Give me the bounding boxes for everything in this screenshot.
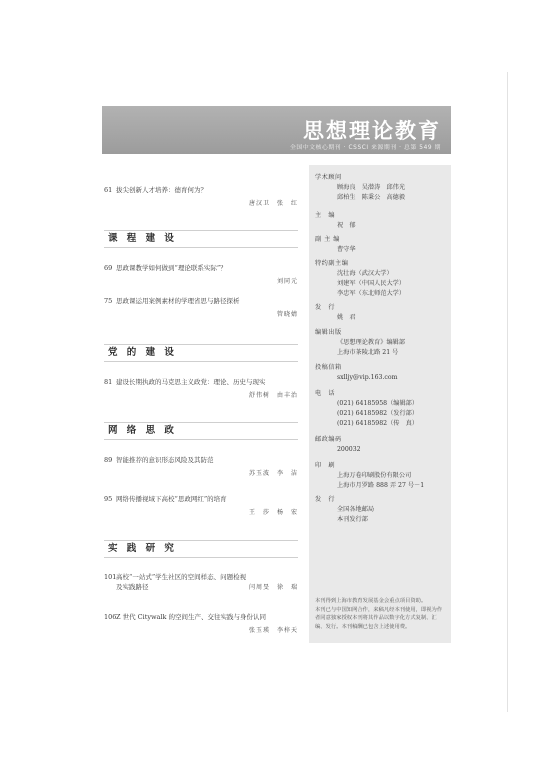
info-block [315,461,447,491]
info-label: 编辑出版 [315,329,342,336]
section-heading: 党 的 建 设 [104,344,298,362]
article-authors: 王 莎 杨 宏 [248,508,298,516]
journal-subtitle: 全国中文核心期刊 · CSSCI 来源期刊 · 总第 549 期 [290,145,441,151]
section-heading: 网 络 思 政 [104,422,298,440]
toc-entry[interactable] [104,495,298,517]
section-heading: 课 程 建 设 [104,230,298,248]
toc-entry[interactable] [104,297,298,319]
article-title: Z 世代 Citywalk 的空间生产、交往实践与身份认同 [116,613,267,621]
info-block [315,259,447,299]
info-value: 曹守华 [337,246,356,253]
info-block [315,435,447,455]
info-value: 沈壮海（武汉大学） 刘建军（中国人民大学） 李忠军（东北师范大学） [337,270,406,297]
toc-entry[interactable] [104,456,298,478]
journal-header [102,106,451,154]
page-number: 81 [104,378,113,386]
article-title: 高校“一站式”学生社区的空间样态、问题检视 [116,573,247,581]
info-label: 投稿信箱 [315,364,342,371]
info-value: 上海万卷印刷股份有限公司 上海市月罗路 888 弄 27 号－1 [337,472,425,489]
article-title-continued: 及实践路径 [116,582,149,591]
toc-entry[interactable] [104,573,298,592]
info-label: 特约副主编 [315,260,349,267]
page-number: 61 [104,186,113,194]
info-label: 邮政编码 [315,436,342,443]
journal-title: 思想理论教育 [303,119,441,143]
article-title: 智能推荐的意识形态风险及其防范 [116,456,214,464]
info-label: 印 刷 [315,462,336,469]
article-authors: 闫周旻 徐 瑞 [248,583,298,591]
info-block [315,211,447,231]
article-authors: 张玉瑛 李梓天 [248,626,298,634]
info-value: 200032 [337,446,361,453]
info-label: 发 行 [315,304,336,311]
page-number: 106 [104,613,117,621]
toc-entry[interactable] [104,264,298,286]
article-authors: 苏玉波 李 洁 [248,469,298,477]
info-block [315,363,447,383]
info-label: 主 编 [315,212,336,219]
info-block [315,495,447,525]
article-title: 拔尖创新人才培养：德育何为？ [116,186,207,194]
article-title: 网络传播视域下高校“思政网红”的培育 [116,495,227,503]
info-block [315,328,447,358]
article-authors: 刘同元 [276,277,298,285]
toc-entry[interactable] [104,613,298,635]
funding-note: 本刊得到上海市教育发展基金会重点项目资助。 本刊已与中国知网合作，来稿凡经本刊使用，即视为作者同意独家授权本刊将其作品以数字化方式复制、汇编、发行。本刊稿酬已包含上述使用费。 [315,598,443,630]
page-number: 89 [104,456,113,464]
info-value: 姚 君 [337,314,356,321]
email-value[interactable]: sxlljy@vip.163.com [337,374,398,381]
article-authors: 管晓婧 [276,310,298,318]
info-value: 祝 郁 [337,222,356,229]
page-crease [507,72,508,712]
page-number: 95 [104,495,113,503]
article-title: 思政课运用案例素材的学理省思与路径探析 [116,297,240,305]
info-block [315,303,447,323]
editorial-info-panel [309,165,451,643]
article-title: 思政课教学如何做到“理论联系实际”？ [116,264,227,272]
article-authors: 舒伟树 由丰治 [248,391,298,399]
info-label: 副 主 编 [315,236,340,243]
section-heading: 实 践 研 究 [104,540,298,558]
article-authors: 唐汉卫 张 红 [248,199,298,207]
info-label: 电 话 [315,390,336,397]
info-label: 发 行 [315,496,336,503]
toc-entry[interactable] [104,378,298,400]
info-label: 学术顾问 [315,174,342,181]
page-number: 75 [104,297,113,305]
article-title: 建设长期执政的马克思主义政党：理论、历史与现实 [116,378,266,386]
info-value: 全国各地邮局 本刊发行部 [337,506,375,523]
info-block [315,389,447,429]
info-value: (021) 64185958（编辑部） (021) 64185982（发行部） (021) 64185982（传 真） [337,400,419,427]
page-number: 101 [104,573,117,581]
info-block [315,235,447,255]
info-value: 《思想理论教育》编辑部 上海市茶陵北路 21 号 [337,339,406,356]
info-block [315,173,447,203]
page-number: 69 [104,264,113,272]
toc-entry[interactable] [104,186,298,208]
info-value: 顾海良 吴潜涛 邱伟光 邱柏生 陈秉公 高德毅 [337,184,406,201]
